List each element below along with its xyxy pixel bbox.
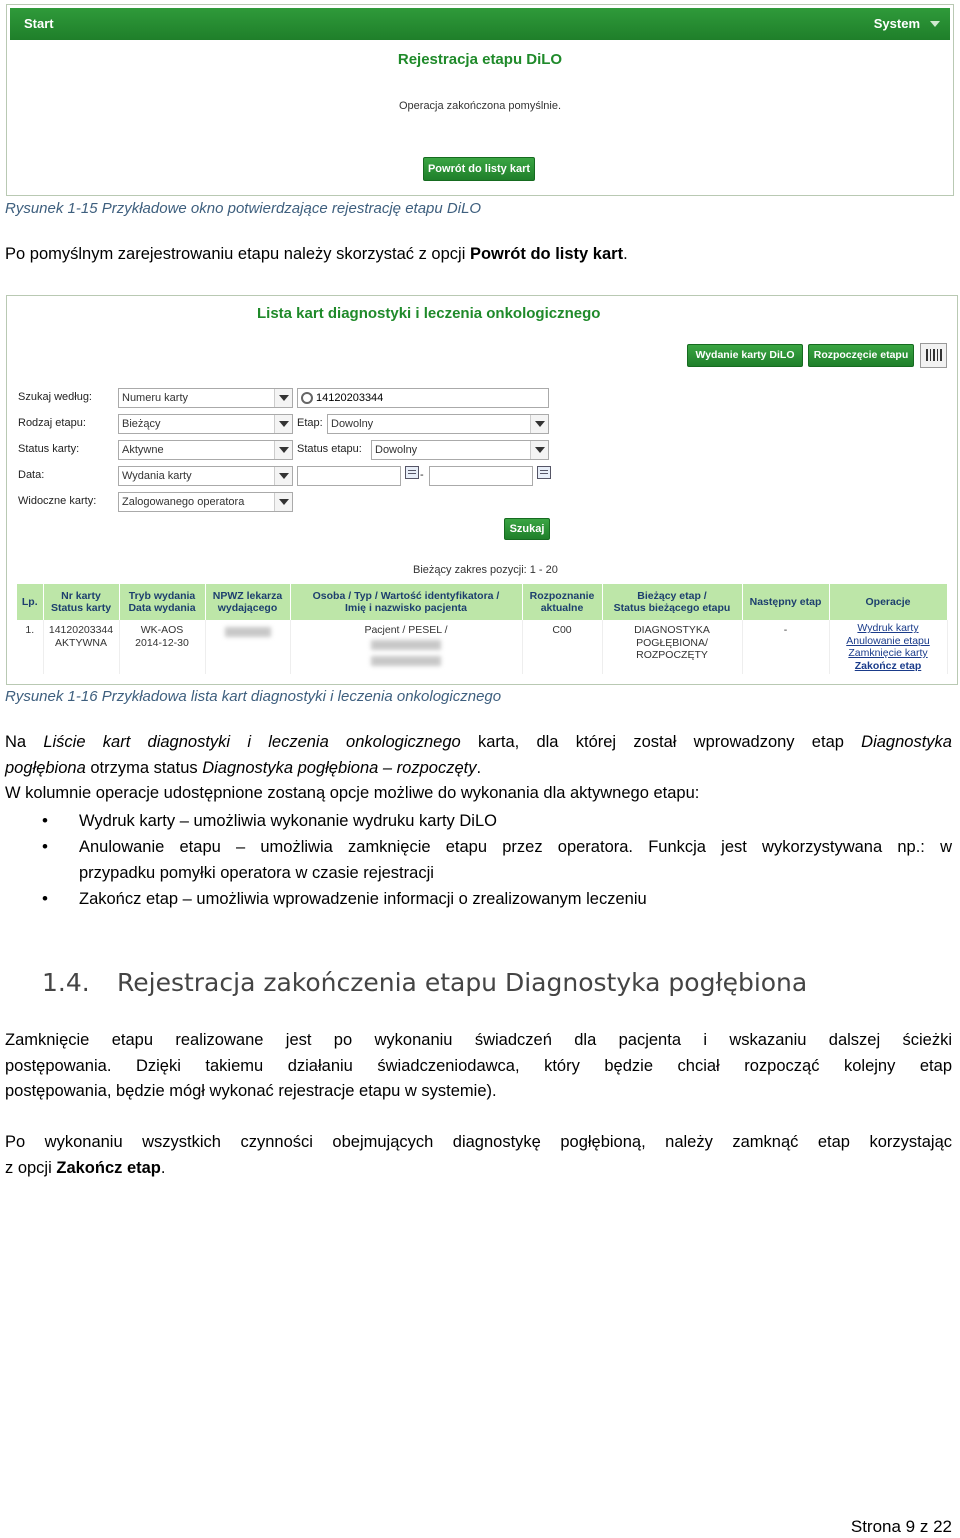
- cell-operations: [829, 620, 947, 674]
- print-card-link[interactable]: Wydruk karty: [857, 622, 919, 634]
- chevron-down-icon[interactable]: [930, 21, 940, 27]
- paragraph-1: [5, 242, 628, 268]
- close-card-link[interactable]: Zamknięcie karty: [848, 647, 928, 659]
- start-stage-button[interactable]: Rozpoczęcie etapu: [808, 344, 914, 367]
- search-input[interactable]: [297, 388, 549, 408]
- heading-text: Rejestracja zakończenia etapu Diagnostyka pogłębiona: [117, 968, 808, 997]
- paragraph-3: [5, 1028, 952, 1105]
- select-value: Dowolny: [331, 418, 374, 430]
- section-heading: [42, 968, 807, 997]
- select-value: Bieżący: [122, 418, 161, 430]
- list-text: przypadku pomyłki operatora w czasie rejestracji: [79, 864, 434, 882]
- figure-caption-1: Rysunek 1-15 Przykładowe okno potwierdzające rejestrację etapu DiLO: [5, 200, 482, 217]
- table-header-row: [17, 584, 947, 620]
- date-type-select[interactable]: [118, 466, 293, 486]
- select-value: Aktywne: [122, 444, 164, 456]
- column-header: Tryb wydania Data wydania: [119, 584, 205, 620]
- italic-text: Diagnostyka: [861, 733, 952, 751]
- cancel-stage-link[interactable]: Anulowanie etapu: [846, 634, 930, 647]
- date-label: Data:: [18, 469, 45, 481]
- column-header: Operacje: [829, 584, 947, 620]
- search-button[interactable]: Szukaj: [504, 518, 550, 540]
- redacted-value: [371, 656, 441, 666]
- text: Na: [5, 733, 44, 751]
- cell-stage: DIAGNOSTYKA POGŁĘBIONA/ ROZPOCZĘTY: [602, 620, 742, 674]
- range-info: Bieżący zakres pozycji: 1 - 20: [413, 564, 558, 576]
- italic-text: Diagnostyka pogłębiona – rozpoczęty: [202, 758, 477, 777]
- text: z opcji: [5, 1158, 57, 1177]
- paragraph-line: W kolumnie operacje udostępnione zostaną opcje możliwe do wykonania dla aktywnego etapu:: [5, 784, 700, 802]
- operations-list: [0, 808, 952, 912]
- text: otrzyma status: [85, 758, 203, 777]
- chevron-down-icon: [274, 493, 292, 511]
- paragraph-text: Po pomyślnym zarejestrowaniu etapu należy skorzystać z opcji: [5, 245, 470, 263]
- list-item: [0, 834, 952, 886]
- list-item: • Zakończ etap – umożliwia wprowadzenie informacji o zrealizowanym leczeniu: [0, 886, 952, 912]
- paragraph-line: [5, 756, 952, 782]
- cell-diagnosis: C00: [522, 620, 602, 674]
- stage-kind-select[interactable]: [118, 414, 293, 434]
- stage-label: Etap:: [297, 417, 323, 429]
- stage-select[interactable]: [327, 414, 549, 434]
- success-message: Operacja zakończona pomyślnie.: [398, 100, 562, 112]
- date-from-input[interactable]: [297, 466, 401, 486]
- chevron-down-icon: [274, 441, 292, 459]
- redacted-value: [225, 627, 271, 637]
- italic-text: pogłębiona: [5, 758, 86, 777]
- paragraph-4: [5, 1130, 952, 1181]
- page-title: Lista kart diagnostyki i leczenia onkologicznego: [257, 305, 601, 322]
- visible-cards-select[interactable]: [118, 492, 293, 512]
- paragraph-line: Zamknięcie etapu realizowane jest po wykonaniu świadczeń dla pacjenta i wskazaniu dalszej ścieżki: [5, 1031, 952, 1049]
- top-nav-bar: [10, 8, 950, 40]
- list-item: • Wydruk karty – umożliwia wykonanie wydruku karty DiLO: [0, 808, 952, 834]
- paragraph-2: [5, 730, 952, 807]
- search-icon: [301, 392, 313, 404]
- paragraph-line: [5, 730, 952, 756]
- issue-card-button[interactable]: Wydanie karty DiLO: [687, 344, 803, 367]
- column-header: Nr karty Status karty: [43, 584, 119, 620]
- column-header: Lp.: [17, 584, 43, 620]
- column-header: Osoba / Typ / Wartość identyfikatora / Imię i nazwisko pacjenta: [290, 584, 522, 620]
- confirmation-screenshot: [6, 4, 954, 196]
- chevron-down-icon: [530, 415, 548, 433]
- select-value: Numeru karty: [122, 392, 189, 404]
- chevron-down-icon: [274, 467, 292, 485]
- search-value: 14120203344: [316, 392, 384, 404]
- column-header: Następny etap: [742, 584, 829, 620]
- cell-lp: 1.: [17, 620, 43, 674]
- column-header: Rozpoznanie aktualne: [522, 584, 602, 620]
- list-text: • Anulowanie etapu – umożliwia zamknięcie etapu przez operatora. Funkcja jest wykorzystywana np.: w: [79, 838, 952, 856]
- cell-patient: [290, 620, 522, 674]
- page-number: Strona 9 z 22: [850, 1517, 952, 1536]
- bold-option: Zakończ etap: [56, 1158, 161, 1177]
- chevron-down-icon: [274, 415, 292, 433]
- stage-status-select[interactable]: [371, 440, 549, 460]
- paragraph-line: [5, 1156, 952, 1182]
- select-value: Zalogowanego operatora: [122, 496, 245, 508]
- cards-table: [17, 584, 948, 674]
- chevron-down-icon: [530, 441, 548, 459]
- cell-npwz: [205, 620, 290, 674]
- paragraph-text: .: [623, 245, 628, 263]
- paragraph-line: postępowania. Dzięki takiemu działaniu świadczeniodawca, który będzie chciał rozpocząć kolejny etap: [5, 1056, 952, 1075]
- bold-option: Powrót do listy kart: [469, 245, 624, 263]
- page-title: Rejestracja etapu DiLO: [397, 51, 563, 68]
- stage-kind-label: Rodzaj etapu:: [18, 417, 86, 429]
- text: .: [160, 1158, 166, 1177]
- select-value: Wydania karty: [122, 470, 192, 482]
- barcode-icon[interactable]: [920, 343, 947, 368]
- system-menu[interactable]: System: [873, 16, 920, 31]
- heading-number: 1.4.: [42, 968, 90, 997]
- finish-stage-link[interactable]: Zakończ etap: [854, 659, 922, 672]
- card-status-label: Status karty:: [18, 443, 80, 455]
- card-list-screenshot: [6, 295, 958, 685]
- date-range-dash: -: [420, 469, 424, 481]
- redacted-value: [371, 640, 441, 650]
- figure-caption-2: Rysunek 1-16 Przykładowa lista kart diagnostyki i leczenia onkologicznego: [5, 688, 502, 705]
- stage-status-label: Status etapu:: [297, 443, 362, 455]
- chevron-down-icon: [274, 389, 292, 407]
- paragraph-line: Po wykonaniu wszystkich czynności obejmujących diagnostykę pogłębioną, należy zamknąć etap korzystając: [5, 1133, 952, 1151]
- patient-label: Pacjent / PESEL /: [364, 624, 448, 636]
- cell-mode: WK-AOS 2014-12-30: [119, 620, 205, 674]
- search-by-label: Szukaj według:: [18, 391, 92, 403]
- italic-text: Liście kart diagnostyki i leczenia onkologicznego: [43, 733, 461, 751]
- back-to-list-button[interactable]: Powrót do listy kart: [423, 157, 535, 181]
- date-to-input[interactable]: [429, 466, 533, 486]
- calendar-icon[interactable]: [537, 466, 551, 479]
- column-header: Bieżący etap / Status bieżącego etapu: [602, 584, 742, 620]
- paragraph-line: postępowania, będzie mógł wykonać rejestracje etapu w systemie).: [5, 1082, 497, 1100]
- search-by-select[interactable]: [118, 388, 293, 408]
- table-row: [17, 620, 947, 674]
- card-status-select[interactable]: [118, 440, 293, 460]
- cell-card: 14120203344 AKTYWNA: [43, 620, 119, 674]
- text: .: [476, 758, 482, 777]
- start-menu[interactable]: Start: [24, 16, 54, 31]
- column-header: NPWZ lekarza wydającego: [205, 584, 290, 620]
- cell-next-stage: -: [742, 620, 829, 674]
- select-value: Dowolny: [375, 444, 418, 456]
- calendar-icon[interactable]: [405, 466, 419, 479]
- visible-cards-label: Widoczne karty:: [18, 495, 97, 507]
- text: karta, dla której został wprowadzony etap: [460, 733, 862, 751]
